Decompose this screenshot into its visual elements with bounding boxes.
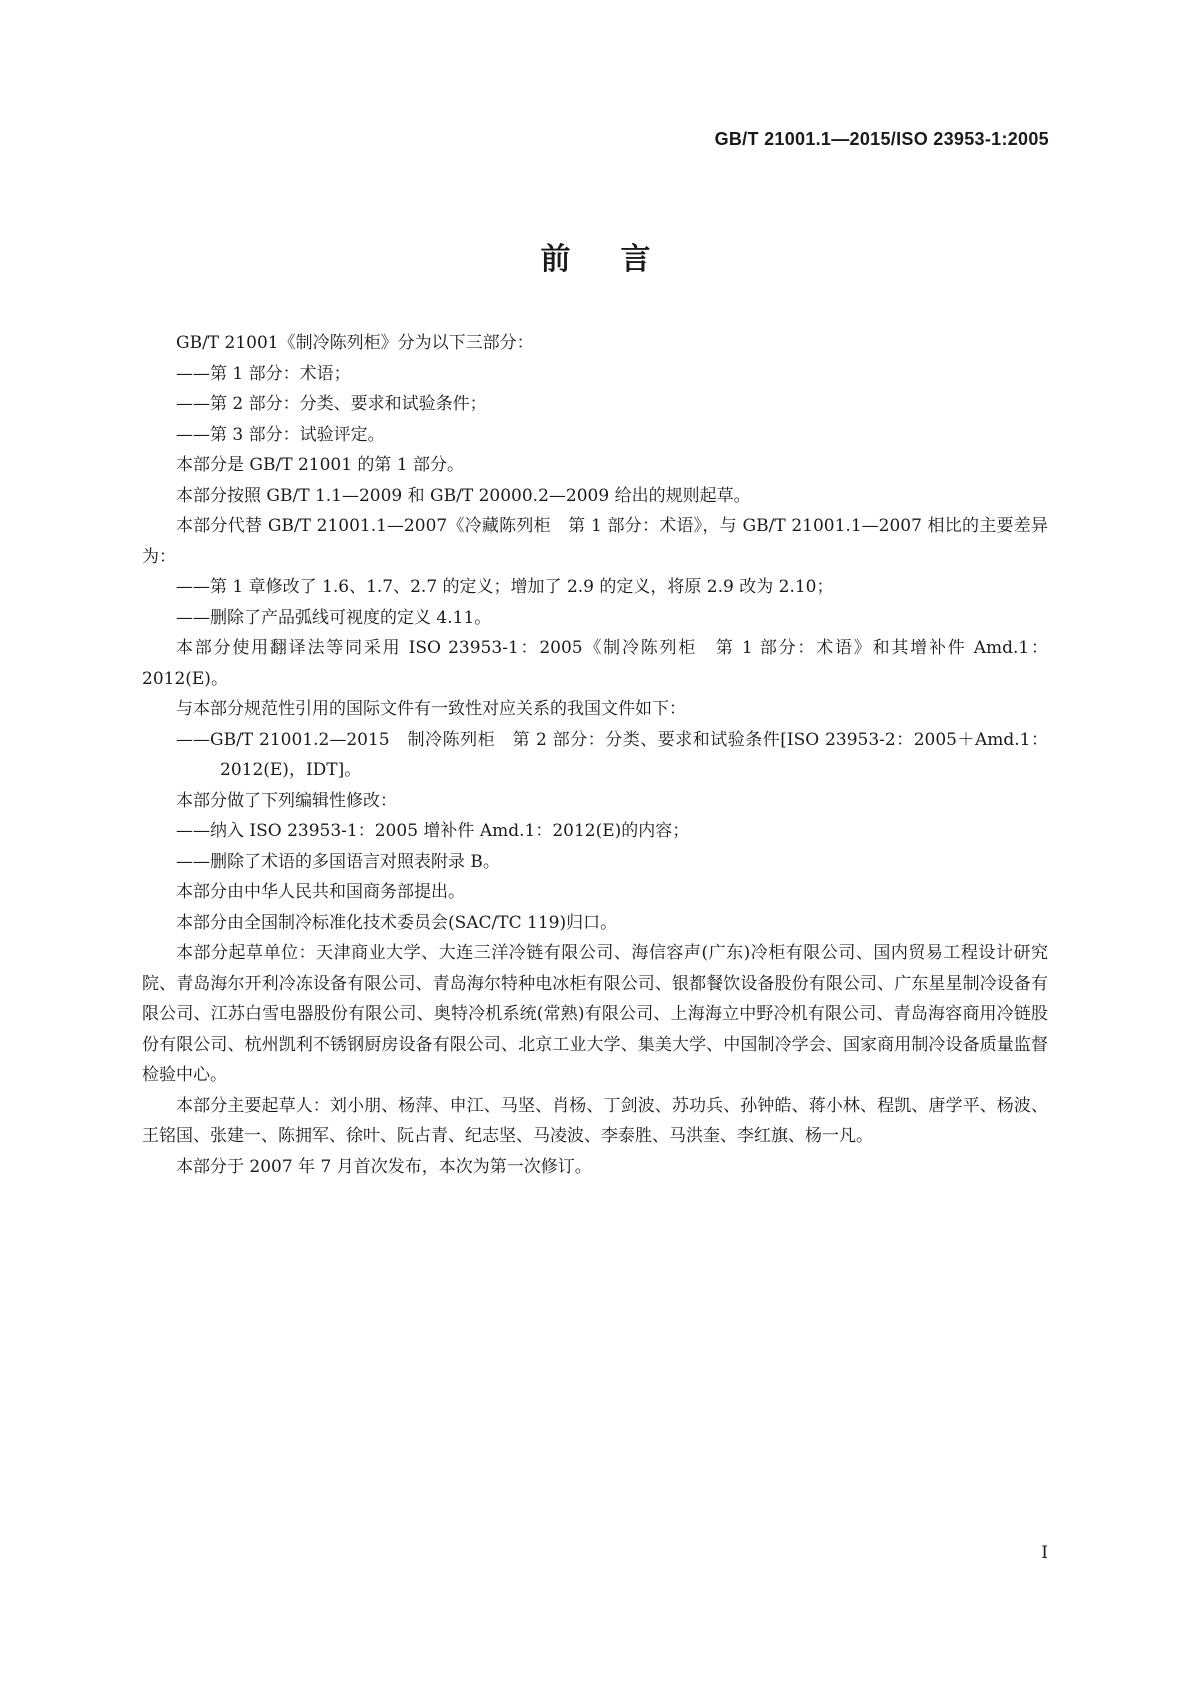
list-item: ——第 3 部分：试验评定。 xyxy=(176,424,385,445)
list-item: ——第 1 章修改了 1.6、1.7、2.7 的定义；增加了 2.9 的定义，将原 2.9 改为 2.10； xyxy=(176,577,834,597)
paragraph: 本部分做了下列编辑性修改： xyxy=(176,790,397,811)
paragraph: 与本部分规范性引用的国际文件有一致性对应关系的我国文件如下： xyxy=(176,699,686,719)
list-item: ——纳入 ISO 23953-1：2005 增补件 Amd.1：2012(E)的内容； xyxy=(176,821,690,841)
list-item: ——第 2 部分：分类、要求和试验条件； xyxy=(176,394,487,414)
list-item: ——删除了术语的多国语言对照表附录 B。 xyxy=(176,851,500,872)
paragraph: 本部分由中华人民共和国商务部提出。 xyxy=(176,882,465,902)
paragraph: 本部分使用翻译法等同采用 ISO 23953-1：2005《制冷陈列柜 第 1 部分：术语》和其增补件 Amd.1：2012(E)。 xyxy=(142,638,1048,689)
paragraph: 本部分起草单位：天津商业大学、大连三洋冷链有限公司、海信容声(广东)冷柜有限公司、国内贸易工程设计研究院、青岛海尔开利冷冻设备有限公司、青岛海尔特种电冰柜有限公司、银都餐饮设备股份有限公司、广东星星制冷设备有限公司、江苏白雪电器股份有限公司、奥特冷机系统(常熟)有限公司、上海海立中野冷机有限公司、青岛海容商用冷链股份有限公司、杭州凯利不锈钢厨房设备有限公司、北京工业大学、集美大学、中国制冷学会、国家商用制冷设备质量监督检验中心。 xyxy=(142,943,1048,1085)
page-title: 前言 xyxy=(540,242,701,277)
list-item: ——删除了产品弧线可视度的定义 4.11。 xyxy=(176,607,492,628)
paragraph: GB/T 21001《制冷陈列柜》分为以下三部分： xyxy=(176,333,534,353)
page-number: I xyxy=(1041,1543,1048,1563)
paragraph: 本部分是 GB/T 21001 的第 1 部分。 xyxy=(176,455,465,475)
paragraph: 本部分于 2007 年 7 月首次发布，本次为第一次修订。 xyxy=(176,1156,592,1177)
paragraph: 本部分代替 GB/T 21001.1—2007《冷藏陈列柜 第 1 部分：术语》，与 GB/T 21001.1—2007 相比的主要差异为： xyxy=(142,516,1048,567)
list-item: ——GB/T 21001.2—2015 制冷陈列柜 第 2 部分：分类、要求和试验条件[ISO 23953-2：2005＋Amd.1：2012(E)，IDT]。 xyxy=(176,729,1048,780)
standard-number: GB/T 21001.1—2015/ISO 23953-1:2005 xyxy=(714,129,1049,149)
list-item: ——第 1 部分：术语； xyxy=(176,363,351,384)
paragraph: 本部分由全国制冷标准化技术委员会(SAC/TC 119)归口。 xyxy=(176,912,618,933)
foreword-body xyxy=(142,328,1048,1182)
paragraph: 本部分主要起草人：刘小朋、杨萍、申江、马坚、肖杨、丁剑波、苏功兵、孙钟皓、蒋小林、程凯、唐学平、杨波、王铭国、张建一、陈拥军、徐叶、阮占青、纪志坚、马凌波、李泰胜、马洪奎、李红旗、杨一凡。 xyxy=(142,1095,1048,1146)
paragraph: 本部分按照 GB/T 1.1—2009 和 GB/T 20000.2—2009 给出的规则起草。 xyxy=(176,485,751,506)
